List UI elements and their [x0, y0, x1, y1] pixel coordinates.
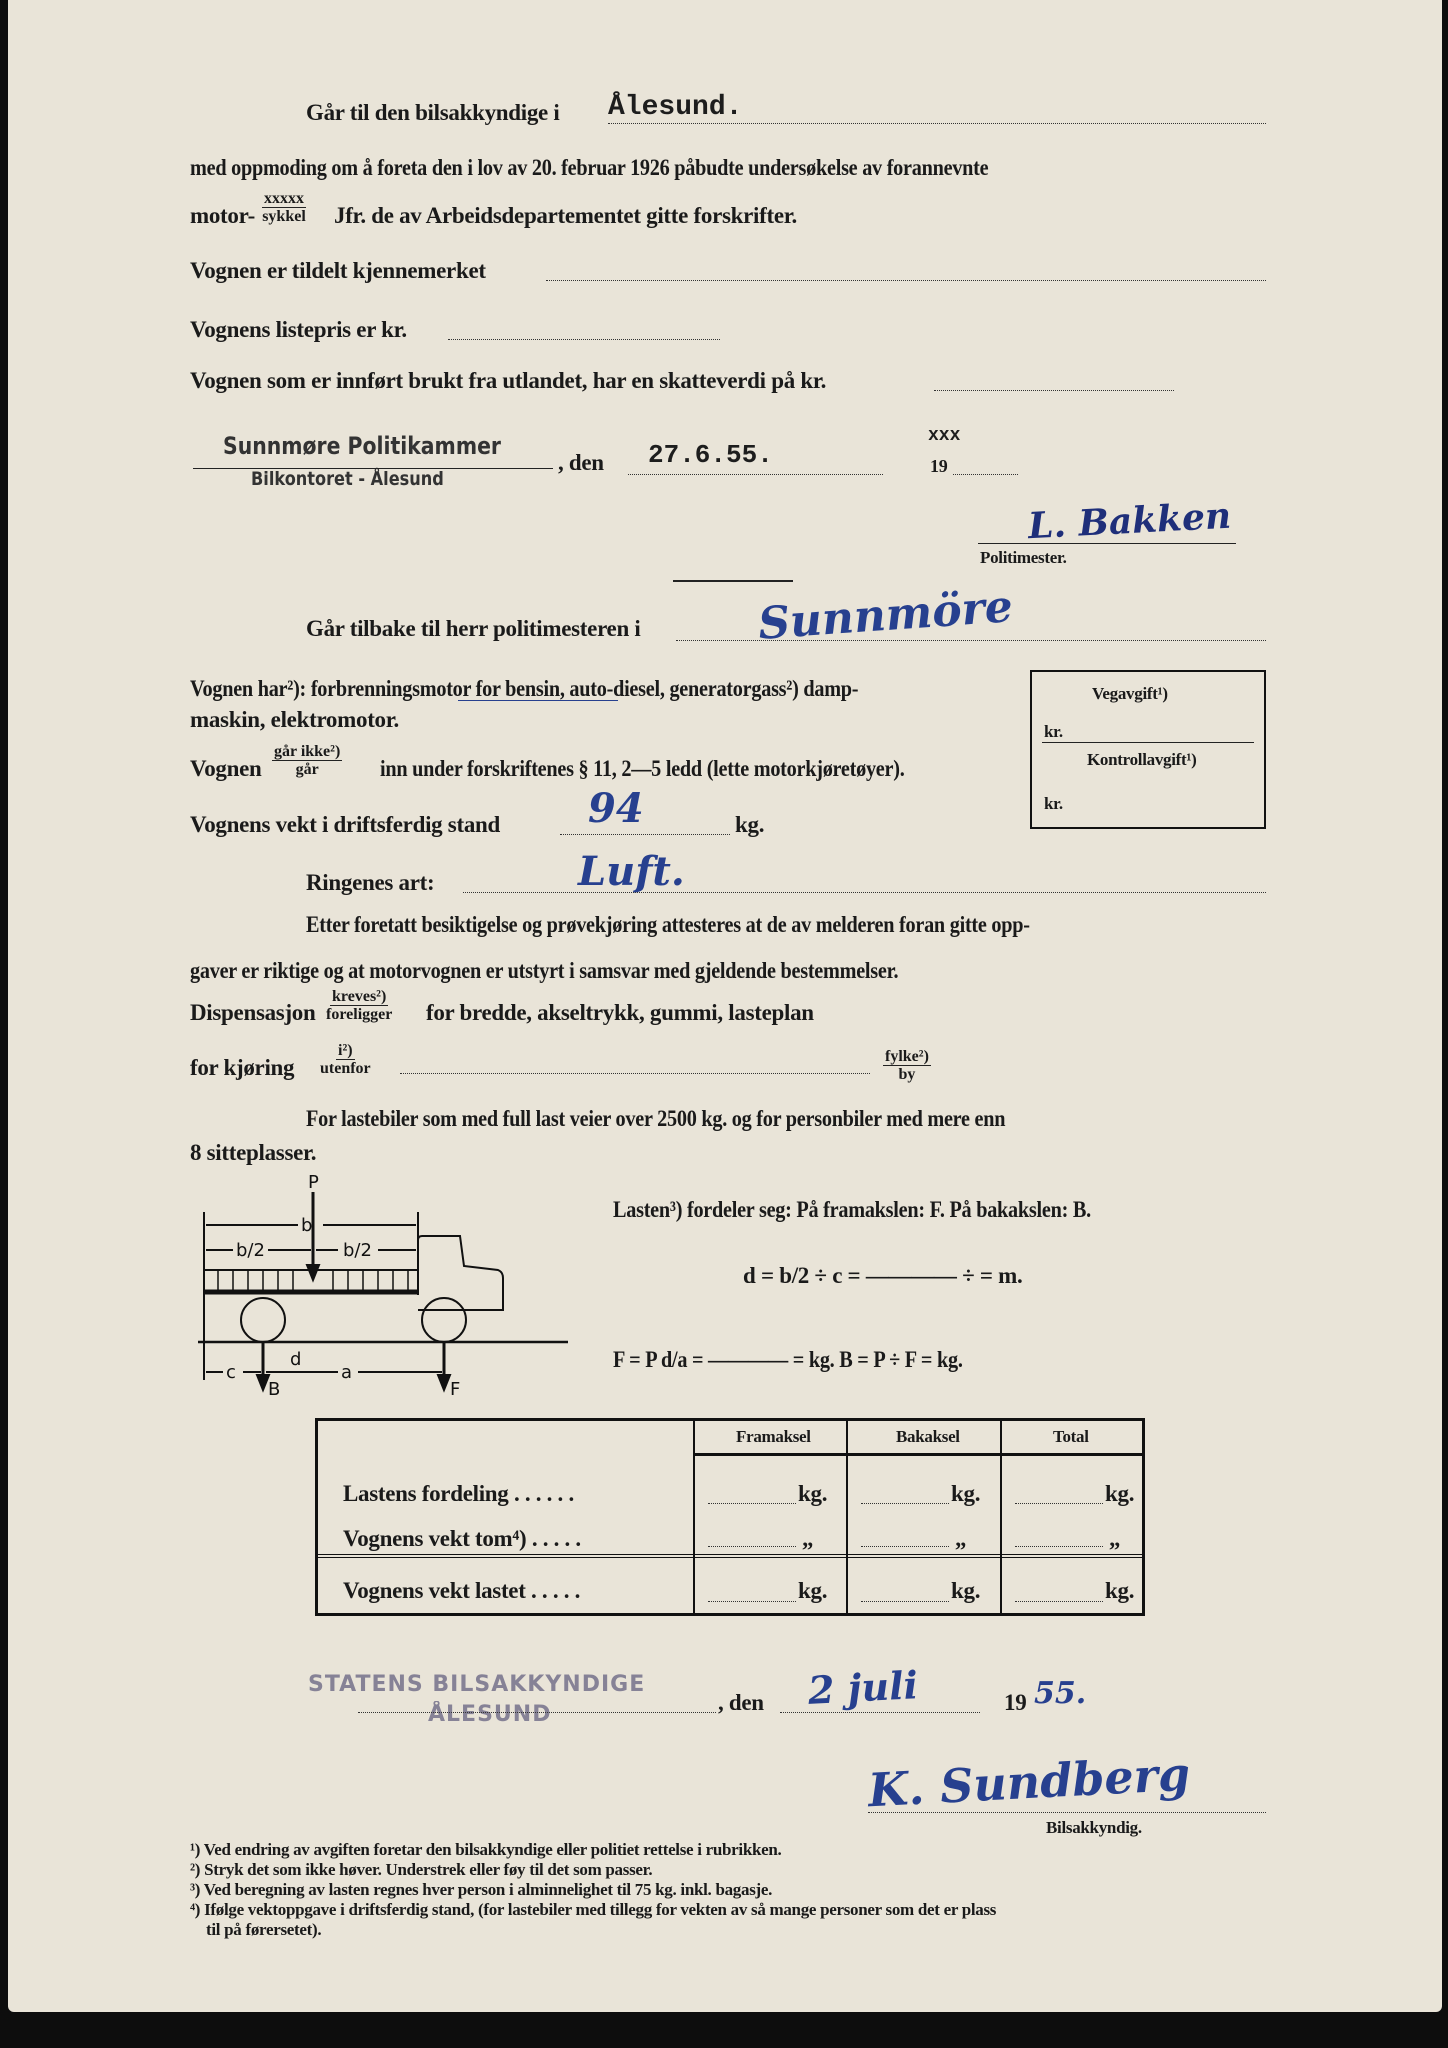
class-fraction: [272, 743, 342, 778]
label-b: b: [301, 1215, 313, 1236]
table-header-framaksel: Framaksel: [736, 1427, 811, 1446]
control-fee-label: Kontrollavgift¹): [1087, 750, 1197, 769]
disp-fraction: [326, 988, 392, 1023]
inspector-signature: K. Sundberg: [866, 1746, 1192, 1818]
truck-cab: [418, 1236, 503, 1310]
inspector-signature-line: [868, 1812, 1266, 1813]
label-B: B: [268, 1379, 281, 1400]
police-stamp-line1: Sunnmøre Politikammer: [223, 432, 501, 460]
label-b-half-2: b/2: [343, 1240, 372, 1261]
import-label: Vognen som er innført brukt fra utlandet, har en skatteverdi på kr.: [190, 368, 827, 393]
attest-line1: Etter foretatt besiktigelse og prøvekjøring attesteres at de av melderen foran gitte opp-: [306, 912, 1030, 937]
class-suffix: inn under forskriftenes § 11, 2—5 ledd (lette motorkjøretøyer).: [380, 756, 905, 781]
return-line: [676, 640, 1266, 641]
section-divider: [673, 580, 793, 582]
engine-underline: [458, 700, 618, 701]
motor-frac-top: xxxxx: [264, 190, 304, 207]
label-a: a: [341, 1362, 353, 1383]
inspector-stamp-line2: ÅLESUND: [428, 1702, 552, 1727]
to-inspector-line: [608, 123, 1266, 124]
police-den-label: , den: [558, 450, 604, 475]
table-cell: kg.: [798, 1481, 828, 1506]
drive-frac2-bottom: by: [898, 1066, 916, 1083]
table-cell: „: [802, 1526, 814, 1551]
police-signature: L. Bakken: [1027, 494, 1233, 548]
drive-line: [400, 1073, 870, 1074]
motor-fraction: [262, 190, 306, 225]
table-header-total: Total: [1053, 1427, 1089, 1446]
label-c: c: [226, 1362, 236, 1383]
drive-frac-top: i²): [338, 1042, 353, 1059]
drive-prefix: for kjøring: [190, 1055, 295, 1080]
table-row-label: Vognens vekt tom⁴) . . . . .: [343, 1526, 581, 1551]
police-place-line: [193, 468, 553, 469]
police-year-prefix: 19: [930, 456, 948, 476]
table-cell: „: [955, 1526, 967, 1551]
footnote-4: ⁴) Ifølge vektoppgave i driftsferdig stand, (for lastebiler med tillegg for vekten av så mange personer som det er plass: [190, 1900, 997, 1919]
list-price-label: Vognens listepris er kr.: [190, 317, 407, 342]
table-cell: kg.: [798, 1578, 828, 1603]
inspector-sign-title: Bilsakkyndig.: [1046, 1818, 1142, 1837]
road-fee-label: Vegavgift¹): [1092, 684, 1168, 703]
p-arrowhead: [307, 1265, 319, 1280]
tyres-value: Luft.: [578, 848, 685, 895]
motor-frac-bottom: sykkel: [262, 208, 306, 225]
drive-frac2-top: fylke²): [885, 1048, 929, 1065]
disp-frac-top: kreves²): [332, 988, 387, 1005]
disp-prefix: Dispensasjon: [190, 1000, 316, 1025]
drive-fraction2: [883, 1048, 931, 1083]
class-frac-bottom: går: [295, 761, 319, 778]
plate-field: [546, 280, 1266, 281]
inspector-date: 2 juli: [806, 1662, 920, 1713]
label-b-half-1: b/2: [236, 1240, 265, 1261]
inspector-year-value: 55.: [1034, 1676, 1087, 1711]
inspector-date-line: [780, 1712, 980, 1713]
drive-frac-bottom: utenfor: [320, 1060, 371, 1077]
table-cell: kg.: [951, 1481, 981, 1506]
police-stamp-line2: Bilkontoret - Ålesund: [251, 468, 444, 490]
inspector-place-line: [358, 1712, 716, 1713]
table-cell: kg.: [951, 1578, 981, 1603]
control-fee-kr: kr.: [1044, 794, 1063, 813]
inspector-stamp-line1: STATENS BILSAKKYNDIGE: [308, 1672, 646, 1697]
d-formula: d = b/2 ÷ c = ———— ÷ = m.: [743, 1263, 1023, 1288]
police-sign-title: Politimester.: [980, 548, 1067, 567]
inspector-den-label: , den: [718, 1690, 764, 1715]
police-year-line: [953, 474, 1018, 475]
weight-unit: kg.: [735, 812, 765, 837]
weight-line: [560, 834, 730, 835]
engine-line2: maskin, elektromotor.: [190, 707, 399, 732]
import-value-field: [934, 390, 1174, 391]
tyres-line: [463, 892, 1266, 893]
fee-box: [1030, 670, 1266, 829]
table-cell: „: [1109, 1526, 1121, 1551]
request-line: med oppmoding om å foreta den i lov av 20. februar 1926 påbudte undersøkelse av forannevnte: [190, 155, 989, 180]
label-F: F: [450, 1379, 461, 1400]
inspector-year-prefix: 19: [1004, 1690, 1027, 1715]
document-page: [8, 0, 1442, 2012]
motor-suffix: Jfr. de av Arbeidsdepartementet gitte forskrifter.: [334, 203, 797, 228]
class-frac-top: går ikke²): [274, 743, 341, 760]
table-row-label: Lastens fordeling . . . . . .: [343, 1481, 574, 1506]
return-value: Sunnmöre: [756, 581, 1015, 650]
to-inspector-label: Går til den bilsakkyndige i: [306, 100, 560, 125]
trucks-line2: 8 sitteplasser.: [190, 1140, 317, 1165]
list-price-field: [448, 339, 720, 340]
axle-load-diagram: [198, 1170, 588, 1400]
weight-value: 94: [588, 785, 644, 832]
table-cell: kg.: [1105, 1578, 1135, 1603]
police-date-line: [628, 474, 883, 475]
engine-line1: Vognen har²): forbrenningsmotor for bensin, auto-diesel, generatorgass²) damp-: [190, 676, 859, 701]
label-p: P: [308, 1172, 319, 1193]
table-cell: kg.: [1105, 1481, 1135, 1506]
attest-line2: gaver er riktige og at motorvognen er utstyrt i samsvar med gjeldende bestemmelser.: [190, 958, 899, 983]
f-formula: F = P d/a = ———— = kg. B = P ÷ F = kg.: [613, 1347, 963, 1372]
road-fee-line: [1042, 742, 1254, 743]
plate-label: Vognen er tildelt kjennemerket: [190, 258, 486, 283]
footnote-2: ²) Stryk det som ikke høver. Understrek eller føy til det som passer.: [190, 1860, 653, 1879]
to-inspector-value: Ålesund.: [608, 92, 743, 123]
front-wheel: [422, 1298, 466, 1342]
label-d: d: [290, 1349, 302, 1370]
tyres-label: Ringenes art:: [306, 870, 435, 895]
road-fee-kr: kr.: [1044, 722, 1063, 741]
class-prefix: Vognen: [190, 756, 262, 781]
load-table: [315, 1418, 1145, 1616]
police-date: 27.6.55.: [648, 440, 773, 470]
drive-fraction: [320, 1042, 371, 1077]
footnote-1: ¹) Ved endring av avgiften foretar den bilsakkyndige eller politiet rettelse i rubrikken.: [190, 1840, 782, 1859]
return-label: Går tilbake til herr politimesteren i: [306, 616, 641, 641]
load-line: Lasten³) fordeler seg: På framakslen: F. På bakakslen: B.: [613, 1197, 1091, 1222]
table-header-bakaksel: Bakaksel: [896, 1427, 960, 1446]
police-signature-line: [978, 543, 1236, 544]
footnote-3: ³) Ved beregning av lasten regnes hver person i alminnelighet til 75 kg. inkl. bagasje.: [190, 1880, 773, 1899]
table-row-label: Vognens vekt lastet . . . . .: [343, 1578, 581, 1603]
rear-wheel: [241, 1298, 285, 1342]
police-year-value: xxx: [928, 426, 961, 446]
trucks-line1: For lastebiler som med full last veier over 2500 kg. og for personbiler med mere enn: [306, 1106, 1006, 1131]
disp-suffix: for bredde, akseltrykk, gummi, lasteplan: [426, 1000, 814, 1025]
disp-frac-bottom: foreligger: [326, 1006, 393, 1023]
motor-prefix: motor-: [190, 203, 256, 228]
weight-label: Vognens vekt i driftsferdig stand: [190, 812, 501, 837]
footnote-4-cont: til på førersetet).: [206, 1920, 322, 1939]
